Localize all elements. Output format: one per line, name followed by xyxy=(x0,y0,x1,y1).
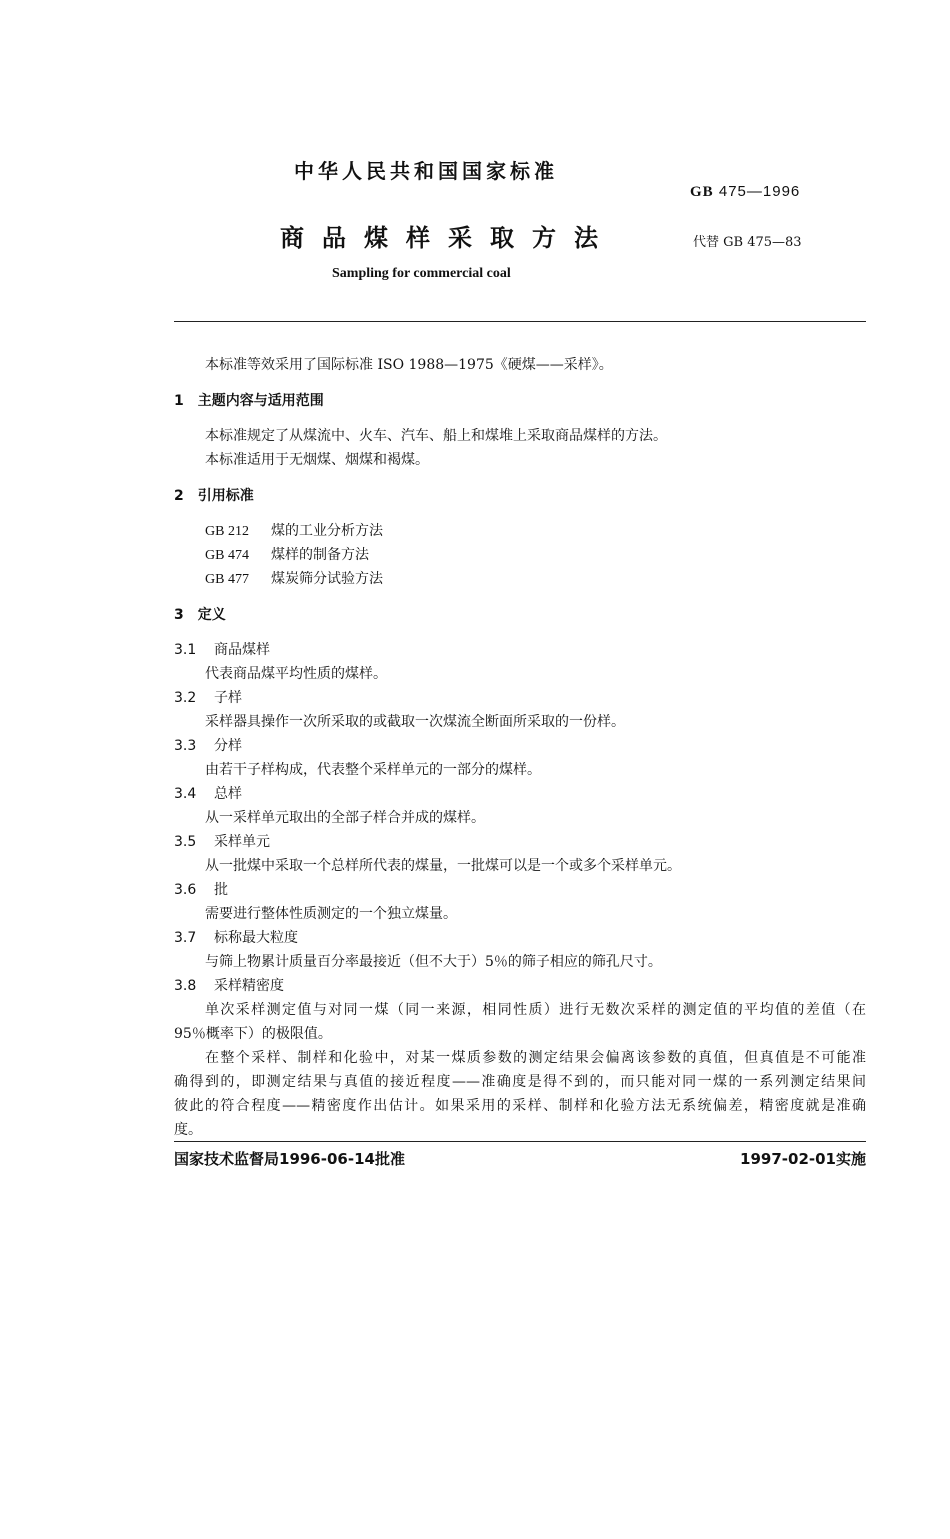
reference-code: GB 477 xyxy=(205,572,249,587)
bottom-divider xyxy=(174,1141,866,1142)
definition-text: 需要进行整体性质测定的一个独立煤量。 xyxy=(205,906,457,922)
section-1-line: 本标准规定了从煤流中、火车、汽车、船上和煤堆上采取商品煤样的方法。 xyxy=(205,428,667,444)
definition-term: 批 xyxy=(214,882,228,898)
section-1-heading: 1 主题内容与适用范围 xyxy=(174,393,324,409)
definition-number: 3.8 xyxy=(174,978,197,994)
definition-text: 与筛上物累计质量百分率最接近（但不大于）5％的筛子相应的筛孔尺寸。 xyxy=(205,954,662,970)
definition-text: 从一采样单元取出的全部子样合并成的煤样。 xyxy=(205,810,485,826)
standard-number-prefix: GB xyxy=(690,184,714,200)
definition-term: 采样精密度 xyxy=(214,978,284,994)
precision-paragraph-line: 彼此的符合程度——精密度作出估计。如果采用的采样、制样和化验方法无系统偏差，精密度就是准确 xyxy=(174,1098,866,1114)
reference-code: GB 212 xyxy=(205,524,249,539)
reference-title: 煤的工业分析方法 xyxy=(271,523,383,539)
precision-paragraph-line: 度。 xyxy=(174,1122,202,1138)
section-2-heading: 2 引用标准 xyxy=(174,488,254,504)
definition-text: 从一批煤中采取一个总样所代表的煤量，一批煤可以是一个或多个采样单元。 xyxy=(205,858,681,874)
standard-type-heading: 中华人民共和国国家标准 xyxy=(294,159,558,183)
effective-date: 1997-02-01实施 xyxy=(740,1150,866,1168)
definition-term: 总样 xyxy=(214,786,242,802)
definition-term: 标称最大粒度 xyxy=(214,930,298,946)
intro-text: 本标准等效采用了国际标准 ISO 1988—1975《硬煤——采样》。 xyxy=(205,357,613,373)
definition-term: 分样 xyxy=(214,738,242,754)
section-1-line: 本标准适用于无烟煤、烟煤和褐煤。 xyxy=(205,452,429,468)
precision-paragraph-line: 确得到的，即测定结果与真值的接近程度——准确度是得不到的，而只能对同一煤的一系列测定结果间 xyxy=(174,1074,866,1090)
approval-date: 国家技术监督局1996-06-14批准 xyxy=(174,1150,405,1168)
definition-term-row xyxy=(174,687,242,707)
definition-term-row xyxy=(174,735,242,755)
replaces-note: 代替 GB 475—83 xyxy=(693,235,802,250)
document-title: 商品煤样采取方法 xyxy=(280,224,616,252)
definition-number: 3.1 xyxy=(174,642,197,658)
reference-code: GB 474 xyxy=(205,548,249,563)
definition-term: 采样单元 xyxy=(214,834,270,850)
definition-term-row xyxy=(174,975,284,995)
definition-term-row xyxy=(174,831,270,851)
definition-term-row xyxy=(174,783,242,803)
precision-paragraph-line: 95％概率下）的极限值。 xyxy=(174,1026,332,1042)
definition-text: 由若干子样构成，代表整个采样单元的一部分的煤样。 xyxy=(205,762,541,778)
definition-term: 子样 xyxy=(214,690,242,706)
definition-term-row xyxy=(174,879,228,899)
definition-term-row xyxy=(174,927,298,947)
reference-item xyxy=(205,568,383,588)
standard-number xyxy=(690,183,800,201)
section-3-heading: 3 定义 xyxy=(174,607,226,623)
definition-number: 3.6 xyxy=(174,882,197,898)
definition-number: 3.2 xyxy=(174,690,197,706)
definition-term-row xyxy=(174,639,270,659)
reference-title: 煤样的制备方法 xyxy=(271,547,369,563)
definition-term: 商品煤样 xyxy=(214,642,270,658)
definition-number: 3.7 xyxy=(174,930,197,946)
definition-text: 代表商品煤平均性质的煤样。 xyxy=(205,666,387,682)
precision-paragraph-line: 单次采样测定值与对同一煤（同一来源，相同性质）进行无数次采样的测定值的平均值的差值（在 xyxy=(205,1002,866,1018)
definition-text: 采样器具操作一次所采取的或截取一次煤流全断面所采取的一份样。 xyxy=(205,714,625,730)
standard-number-value: 475—1996 xyxy=(718,183,801,200)
precision-paragraph-line: 在整个采样、制样和化验中，对某一煤质参数的测定结果会偏离该参数的真值，但真值是不可能准 xyxy=(205,1050,866,1066)
definition-number: 3.5 xyxy=(174,834,197,850)
top-divider xyxy=(174,321,866,322)
english-title: Sampling for commercial coal xyxy=(332,266,511,281)
reference-item xyxy=(205,520,383,540)
reference-item xyxy=(205,544,369,564)
definition-number: 3.4 xyxy=(174,786,197,802)
reference-title: 煤炭筛分试验方法 xyxy=(271,571,383,587)
definition-number: 3.3 xyxy=(174,738,197,754)
